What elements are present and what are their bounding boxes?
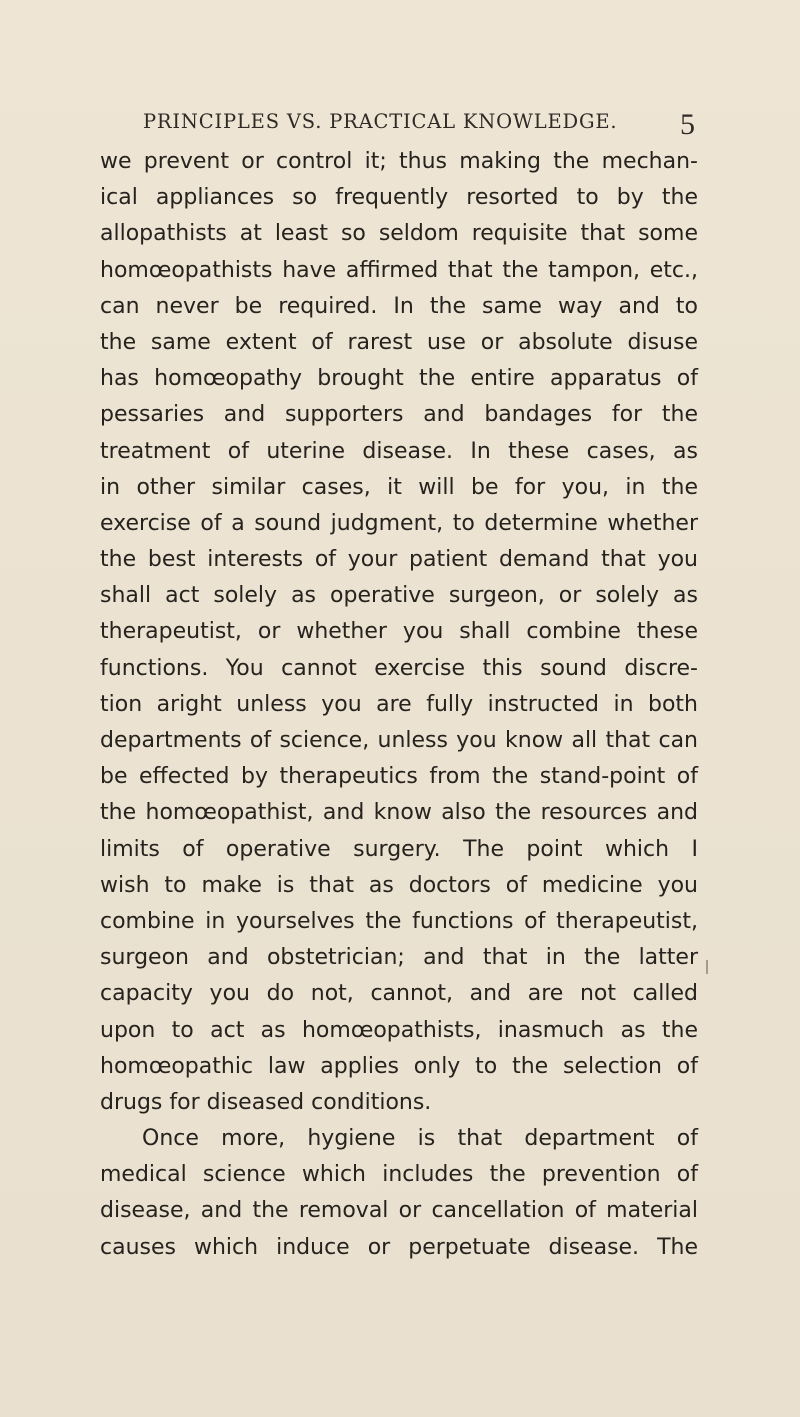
text-line: be effected by therapeutics from the stand-point of: [100, 764, 698, 790]
paragraph-end-line: drugs for diseased conditions.: [100, 1089, 432, 1115]
text-line: tion aright unless you are fully instructed in both: [100, 691, 698, 717]
text-line: causes which induce or perpetuate disease. The: [100, 1234, 698, 1260]
text-line: surgeon and obstetrician; and that in the latter: [100, 945, 698, 971]
text-line: the homœopathist, and know also the resources and: [100, 800, 698, 826]
text-line: in other similar cases, it will be for you, in the: [100, 474, 698, 500]
text-line: pessaries and supporters and bandages for the: [100, 402, 698, 428]
text-line: departments of science, unless you know all that can: [100, 728, 698, 753]
text-line: capacity you do not, cannot, and are not called: [100, 981, 698, 1007]
text-line: limits of operative surgery. The point which I: [100, 836, 698, 862]
print-mark: [706, 960, 708, 974]
text-line: shall act solely as operative surgeon, or solely as: [100, 583, 698, 609]
text-line: medical science which includes the prevention of: [100, 1162, 698, 1188]
text-line: the best interests of your patient demand that you: [100, 547, 698, 573]
text-line: disease, and the removal or cancellation of material: [100, 1198, 698, 1224]
text-line: functions. You cannot exercise this sound discre-: [100, 655, 698, 681]
text-line: homœopathic law applies only to the selection of: [100, 1053, 698, 1079]
text-line: can never be required. In the same way and to: [100, 293, 698, 319]
text-line: homœopathists have affirmed that the tampon, etc.,: [100, 257, 698, 283]
text-line: wish to make is that as doctors of medicine you: [100, 872, 698, 898]
text-line: allopathists at least so seldom requisite that some: [100, 221, 698, 247]
text-line: upon to act as homœopathists, inasmuch as the: [100, 1017, 698, 1043]
text-line: treatment of uterine disease. In these cases, as: [100, 438, 698, 464]
text-line: has homœopathy brought the entire apparatus of: [100, 366, 698, 392]
running-head: PRINCIPLES VS. PRACTICAL KNOWLEDGE.: [143, 110, 618, 133]
page-header: [0, 108, 800, 142]
text-line: ical appliances so frequently resorted to by the: [100, 185, 698, 211]
text-line: the same extent of rarest use or absolute disuse: [100, 329, 698, 355]
body-text: [100, 144, 698, 1266]
text-line: combine in yourselves the functions of therapeutist,: [100, 908, 698, 934]
text-line: we prevent or control it; thus making the mechan-: [100, 149, 698, 174]
page-number: 5: [680, 108, 695, 141]
text-line: therapeutist, or whether you shall combine these: [100, 619, 698, 645]
text-line: exercise of a sound judgment, to determine whether: [100, 510, 698, 536]
paragraph-start-line: Once more, hygiene is that department of: [142, 1126, 698, 1152]
